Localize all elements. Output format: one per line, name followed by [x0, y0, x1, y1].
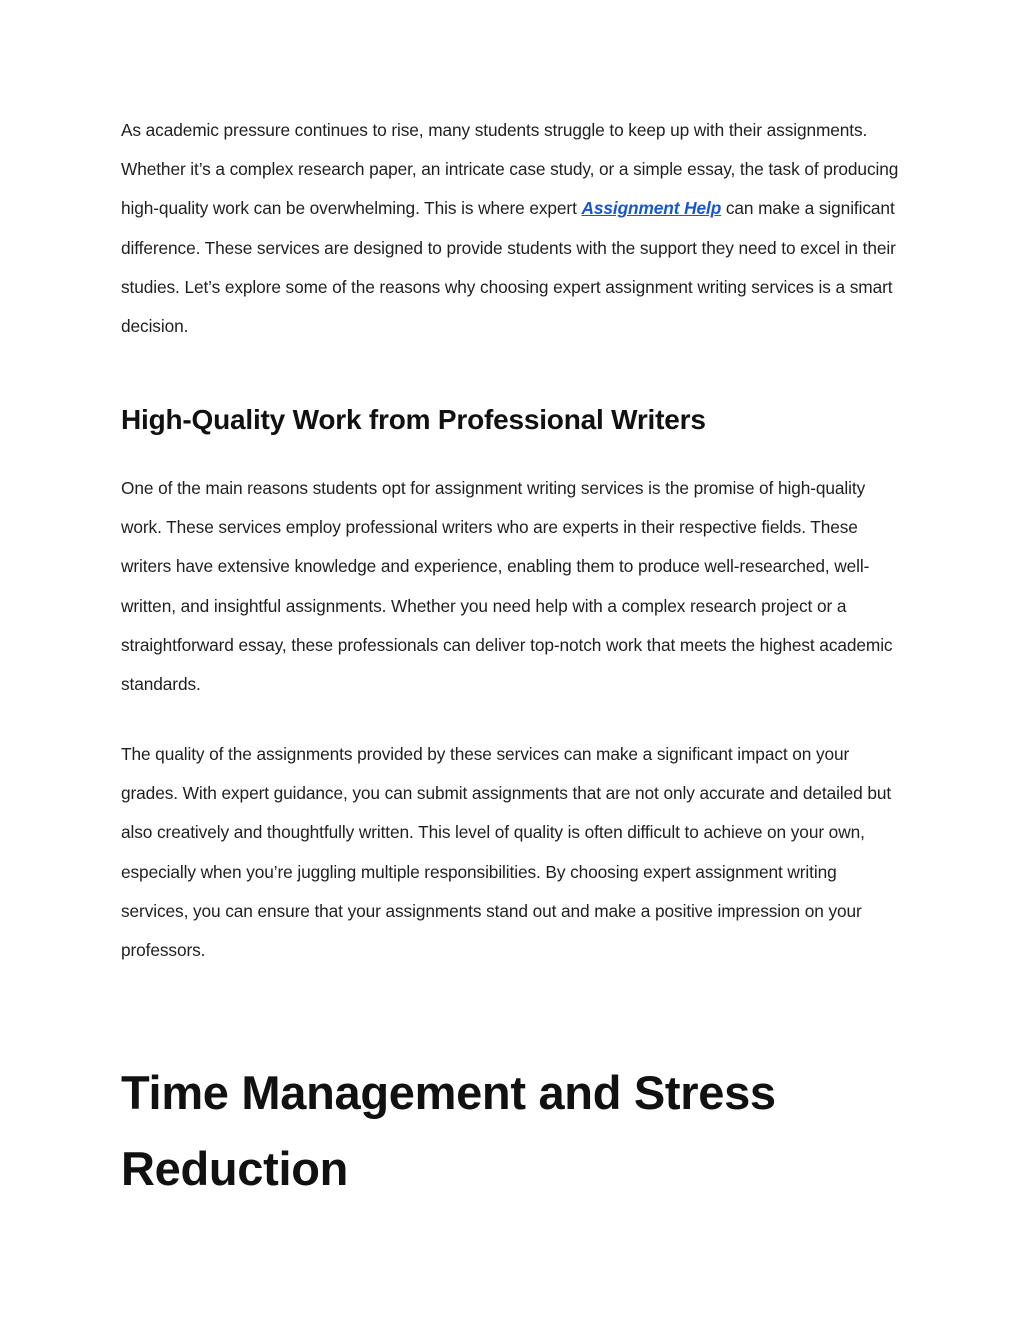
section-heading-quality: High-Quality Work from Professional Writers: [121, 404, 706, 435]
quality-paragraph-1: One of the main reasons students opt for assignment writing services is the promise of high-quality work. These services employ professional writers who are experts in their respective fields. These writers have extensive knowledge and experience, enabling them to produce well-researched, well-written, and insightful assignments. Whether you need help with a complex research project or a straightforward essay, these professionals can deliver top-notch work that meets the highest academic standards.: [121, 478, 893, 695]
section-heading-time-management: Time Management and Stress Reduction: [121, 1066, 776, 1195]
intro-paragraph: [121, 111, 906, 346]
intro-text-end: can make a significant difference. These services are designed to provide students with the support they need to excel in their studies. Let’s explore some of the reasons why choosing expert assignment writing services is a smart decision.: [121, 198, 896, 337]
intro-text-start: As academic pressure continues to rise, many students struggle to keep up with their assignments. Whether it’s a complex research paper, an intricate case study, or a simple essay, the task of producing high-quality work can be overwhelming. This is where expert: [121, 120, 899, 219]
document-page: [121, 111, 906, 1195]
assignment-help-link[interactable]: Assignment Help: [581, 198, 722, 219]
quality-paragraph-2: The quality of the assignments provided by these services can make a significant impact on your grades. With expert guidance, you can submit assignments that are not only accurate and detailed but also creatively and thoughtfully written. This level of quality is often difficult to achieve on your own, especially when you’re juggling multiple responsibilities. By choosing expert assignment writing services, you can ensure that your assignments stand out and make a positive impression on your professors.: [121, 744, 892, 961]
